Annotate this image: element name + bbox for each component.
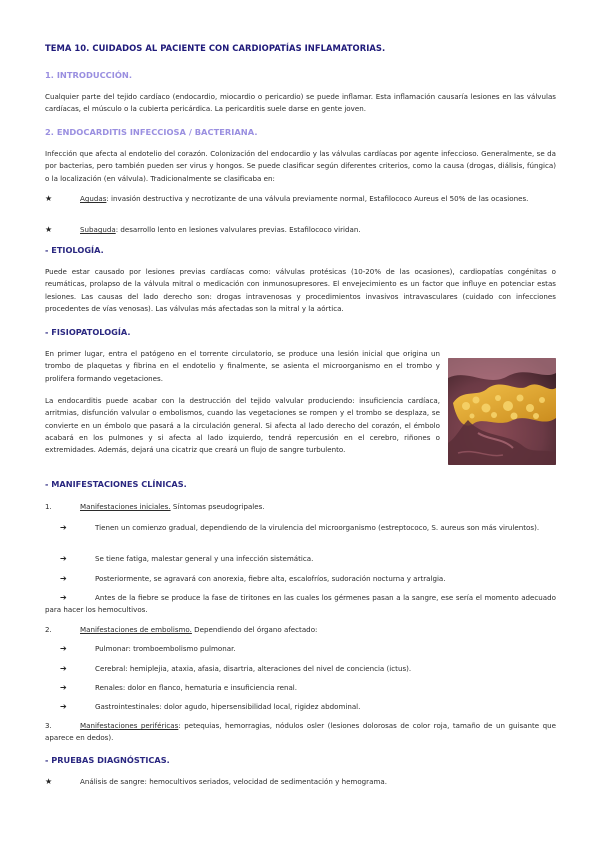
numbered-item-2 (45, 624, 556, 636)
arrow-icon: ➔ (60, 574, 67, 583)
analisis-text: Análisis de sangre: hemocultivos seriados, velocidad de sedimentación y hemograma. (80, 777, 387, 786)
arrow-item-text: Renales: dolor en flanco, hematuria e insuficiencia renal. (95, 683, 298, 692)
heading-fisiopatologia: - FISIOPATOLOGÍA. (45, 327, 131, 337)
item-number: 3. (45, 721, 52, 730)
fisiopatologia-paragraph-2: La endocarditis puede acabar con la destrucción del tejido valvular produciendo: insuficiencia cardíaca, arritmias, disfunción valvular o embolismos, cuando las vegetaciones se rompen y el trombo se desplaza, se convierte en un émbolo que pasará a la circulación general. Si afecta al lado derecho del corazón, el émbolo acabará en los pulmones y si afecta al lado izquierdo, tendrá repercusión en el cerebro, riñones o extremidades. Además, dejará una cicatriz que creará un flujo de sangre turbulento. (45, 396, 440, 455)
arrow-item (45, 553, 556, 565)
heading-introduccion: 1. INTRODUCCIÓN. (45, 70, 132, 80)
document-title: TEMA 10. CUIDADOS AL PACIENTE CON CARDIOPATÍAS INFLAMATORIAS. (45, 43, 386, 53)
arrow-icon: ➔ (60, 664, 67, 673)
item-number: 1. (45, 502, 52, 511)
heading-pruebas: - PRUEBAS DIAGNÓSTICAS. (45, 755, 170, 765)
arrow-item-text: Tienen un comienzo gradual, dependiendo de la virulencia del microorganismo (estreptococo, S. aureus son más virulentos). (95, 523, 540, 532)
star-icon: ★ (45, 777, 53, 786)
list-item-agudas (45, 193, 556, 205)
list-item-analisis (45, 776, 556, 788)
arrow-item-text: Cerebral: hemiplejia, ataxia, afasia, disartria, alteraciones del nivel de conciencia (ictus). (95, 664, 412, 673)
term-manifestaciones-perifericas: Manifestaciones periféricas (80, 721, 179, 730)
arrow-item-text: Se tiene fatiga, malestar general y una infección sistemática. (95, 554, 314, 563)
numbered-item-3 (45, 720, 556, 745)
vegetation-photo-illustration (448, 358, 556, 465)
arrow-icon: ➔ (60, 523, 67, 532)
endocarditis-paragraph: Infección que afecta al endotelio del corazón. Colonización del endocardio y las válvulas cardíacas por agente infeccioso. Generalmente, se da por bacterias, pero también pueden ser virus y hongos. Se puede clasificar según diferentes criterios, como la causa (drogas, diálisis, fúngica) o la localización (en válvula). Tradicionalmente se clasificaba en: (45, 149, 556, 183)
heading-endocarditis: 2. ENDOCARDITIS INFECCIOSA / BACTERIANA. (45, 127, 258, 137)
endocarditis-vegetation-image (448, 358, 556, 465)
list-item-subaguda (45, 224, 556, 236)
arrow-item (45, 522, 556, 534)
arrow-item (45, 643, 556, 655)
item-number: 2. (45, 625, 52, 634)
arrow-item (45, 592, 556, 617)
arrow-icon: ➔ (60, 644, 67, 653)
fisiopatologia-paragraph-1: En primer lugar, entra el patógeno en el torrente circulatorio, se produce una lesión inicial que origina un trombo de plaquetas y fibrina en el endotelio y finalmente, se asienta el microorganismo en el trombo y prolifera formando vegetaciones. (45, 349, 440, 383)
arrow-item-text: Antes de la fiebre se produce la fase de tiritones en las cuales los gérmenes pasan a la sangre, ese sería el momento adecuado para hacer los hemocultivos. (45, 593, 556, 615)
arrow-item (45, 682, 556, 694)
desc-manifestaciones-iniciales: Síntomas pseudogripales. (170, 502, 265, 511)
intro-paragraph: Cualquier parte del tejido cardíaco (endocardio, miocardio o pericardio) se puede inflamar. Esta inflamación causaría lesiones en las válvulas cardíacas, el músculo o la cubierta pericárdica. La pericarditis suele darse en gente joven. (45, 92, 556, 114)
arrow-item (45, 663, 556, 675)
desc-subaguda: : desarrollo lento en lesiones valvulares previas. Estafilococo viridan. (115, 225, 361, 234)
arrow-item-text: Posteriormente, se agravará con anorexia, fiebre alta, escalofríos, sudoración nocturna y artralgia. (95, 574, 446, 583)
term-subaguda: Subaguda (80, 225, 116, 234)
desc-manifestaciones-embolismo: Dependiendo del órgano afectado: (191, 625, 318, 634)
heading-etiologia: - ETIOLOGÍA. (45, 245, 104, 255)
arrow-icon: ➔ (60, 702, 67, 711)
arrow-icon: ➔ (60, 683, 67, 692)
heading-manifestaciones: - MANIFESTACIONES CLÍNICAS. (45, 479, 187, 489)
arrow-item-text: Gastrointestinales: dolor agudo, hipersensibilidad local, rigidez abdominal. (95, 702, 361, 711)
star-icon: ★ (45, 225, 53, 234)
star-icon: ★ (45, 194, 53, 203)
term-agudas: Agudas (80, 194, 107, 203)
arrow-item (45, 701, 556, 713)
arrow-item-text: Pulmonar: tromboembolismo pulmonar. (95, 644, 236, 653)
etiologia-paragraph: Puede estar causado por lesiones previas cardíacas como: válvulas protésicas (10-20% de las ocasiones), cardiopatías congénitas o reumáticas, prolapso de la válvula mitral o medicación con inmunosupresores. El envejecimiento es un factor que influye en potenciar estas lesiones. Las causas del lado derecho son: drogas intravenosas y procedimientos invasivos intravasculares (cuidado con infecciones procedentes de vías venosas). Las válvulas más afectadas son la mitral y la aórtica. (45, 267, 556, 313)
term-manifestaciones-embolismo: Manifestaciones de embolismo. (80, 625, 192, 634)
numbered-item-1 (45, 501, 556, 513)
desc-manifestaciones-perifericas: : petequias, hemorragias, nódulos osler (lesiones dolorosas de color roja, tamaño de un guisante que aparece en dedos). (45, 721, 557, 743)
arrow-icon: ➔ (60, 593, 67, 602)
arrow-icon: ➔ (60, 554, 67, 563)
desc-agudas: : invasión destructiva y necrotizante de una válvula previamente normal, Estafilococo Aureus el 50% de las ocasiones. (106, 194, 529, 203)
term-manifestaciones-iniciales: Manifestaciones iniciales. (80, 502, 171, 511)
arrow-item (45, 573, 556, 585)
